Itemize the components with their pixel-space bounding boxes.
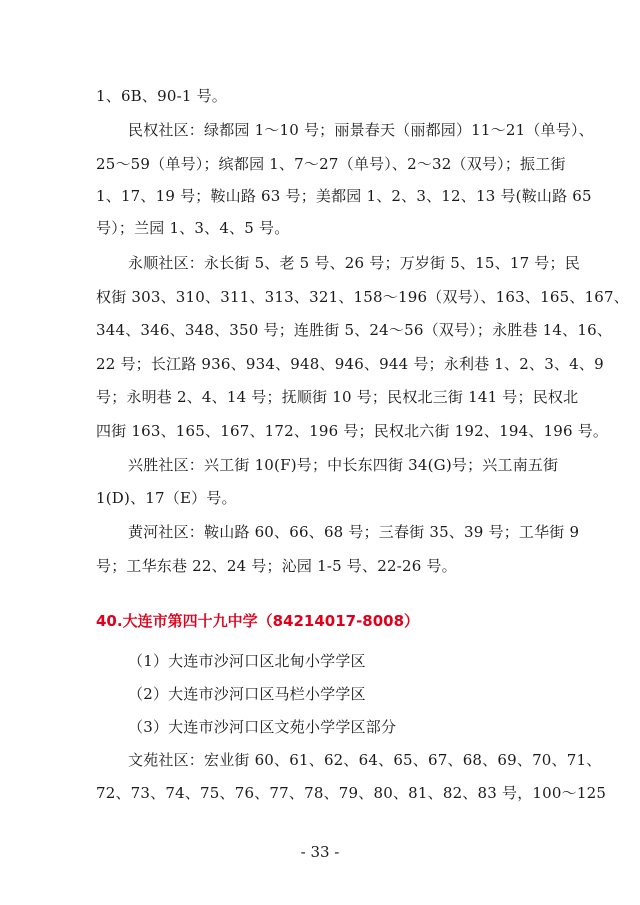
text-line-xingsheng-2: 1(D)、17（E）号。	[96, 489, 237, 507]
text-line-minquan-1: 民权社区：绿都园 1～10 号；丽景春天（丽都园）11～21（单号）、	[128, 121, 594, 139]
text-line-yongshun-1: 永顺社区：永长街 5、老 5 号、26 号；万岁街 5、15、17 号；民	[128, 254, 580, 272]
text-line-district-1: （1）大连市沙河口区北甸小学学区	[128, 652, 366, 670]
text-line-district-3: （3）大连市沙河口区文苑小学学区部分	[128, 718, 397, 736]
text-line-yongshun-4: 22 号；长江路 936、934、948、946、944 号；永利巷 1、2、3、4、9	[96, 355, 604, 373]
text-line-yongshun-6: 四街 163、165、167、172、196 号；民权北六街 192、194、196 号。	[96, 422, 609, 440]
text-line-minquan-4: 号）；兰园 1、3、4、5 号。	[96, 219, 290, 237]
text-line-yongshun-2: 权街 303、310、311、313、321、158～196（双号）、163、165、167、	[96, 288, 629, 306]
text-line-continuation: 1、6B、90-1 号。	[96, 87, 227, 105]
text-line-yongshun-3: 344、346、348、350 号；连胜街 5、24～56（双号）；永胜巷 14、16、	[96, 321, 613, 339]
text-line-wenyuan-1: 文苑社区：宏业街 60、61、62、64、65、67、68、69、70、71、	[128, 751, 602, 769]
text-line-minquan-3: 1、17、19 号；鞍山路 63 号；美都园 1、2、3、12、13 号(鞍山路 65	[96, 187, 592, 205]
section-heading: 40.大连市第四十九中学（84214017-8008）	[96, 612, 420, 630]
text-line-yongshun-5: 号；永明巷 2、4、14 号；抚顺街 10 号；民权北三街 141 号；民权北	[96, 388, 579, 406]
text-line-district-2: （2）大连市沙河口区马栏小学学区	[128, 685, 366, 703]
text-line-xingsheng-1: 兴胜社区：兴工街 10(F)号；中长东四街 34(G)号；兴工南五街	[128, 456, 559, 474]
page-number: - 33 -	[300, 843, 340, 861]
text-line-wenyuan-2: 72、73、74、75、76、77、78、79、80、81、82、83 号，100～125	[96, 784, 607, 802]
text-line-huanghe-1: 黄河社区：鞍山路 60、66、68 号；三春街 35、39 号；工华街 9	[128, 523, 580, 541]
text-line-huanghe-2: 号；工华东巷 22、24 号；沁园 1-5 号、22-26 号。	[96, 557, 457, 575]
text-line-minquan-2: 25～59（单号）；缤都园 1、7～27（单号）、2～32（双号）；振工街	[96, 155, 566, 173]
